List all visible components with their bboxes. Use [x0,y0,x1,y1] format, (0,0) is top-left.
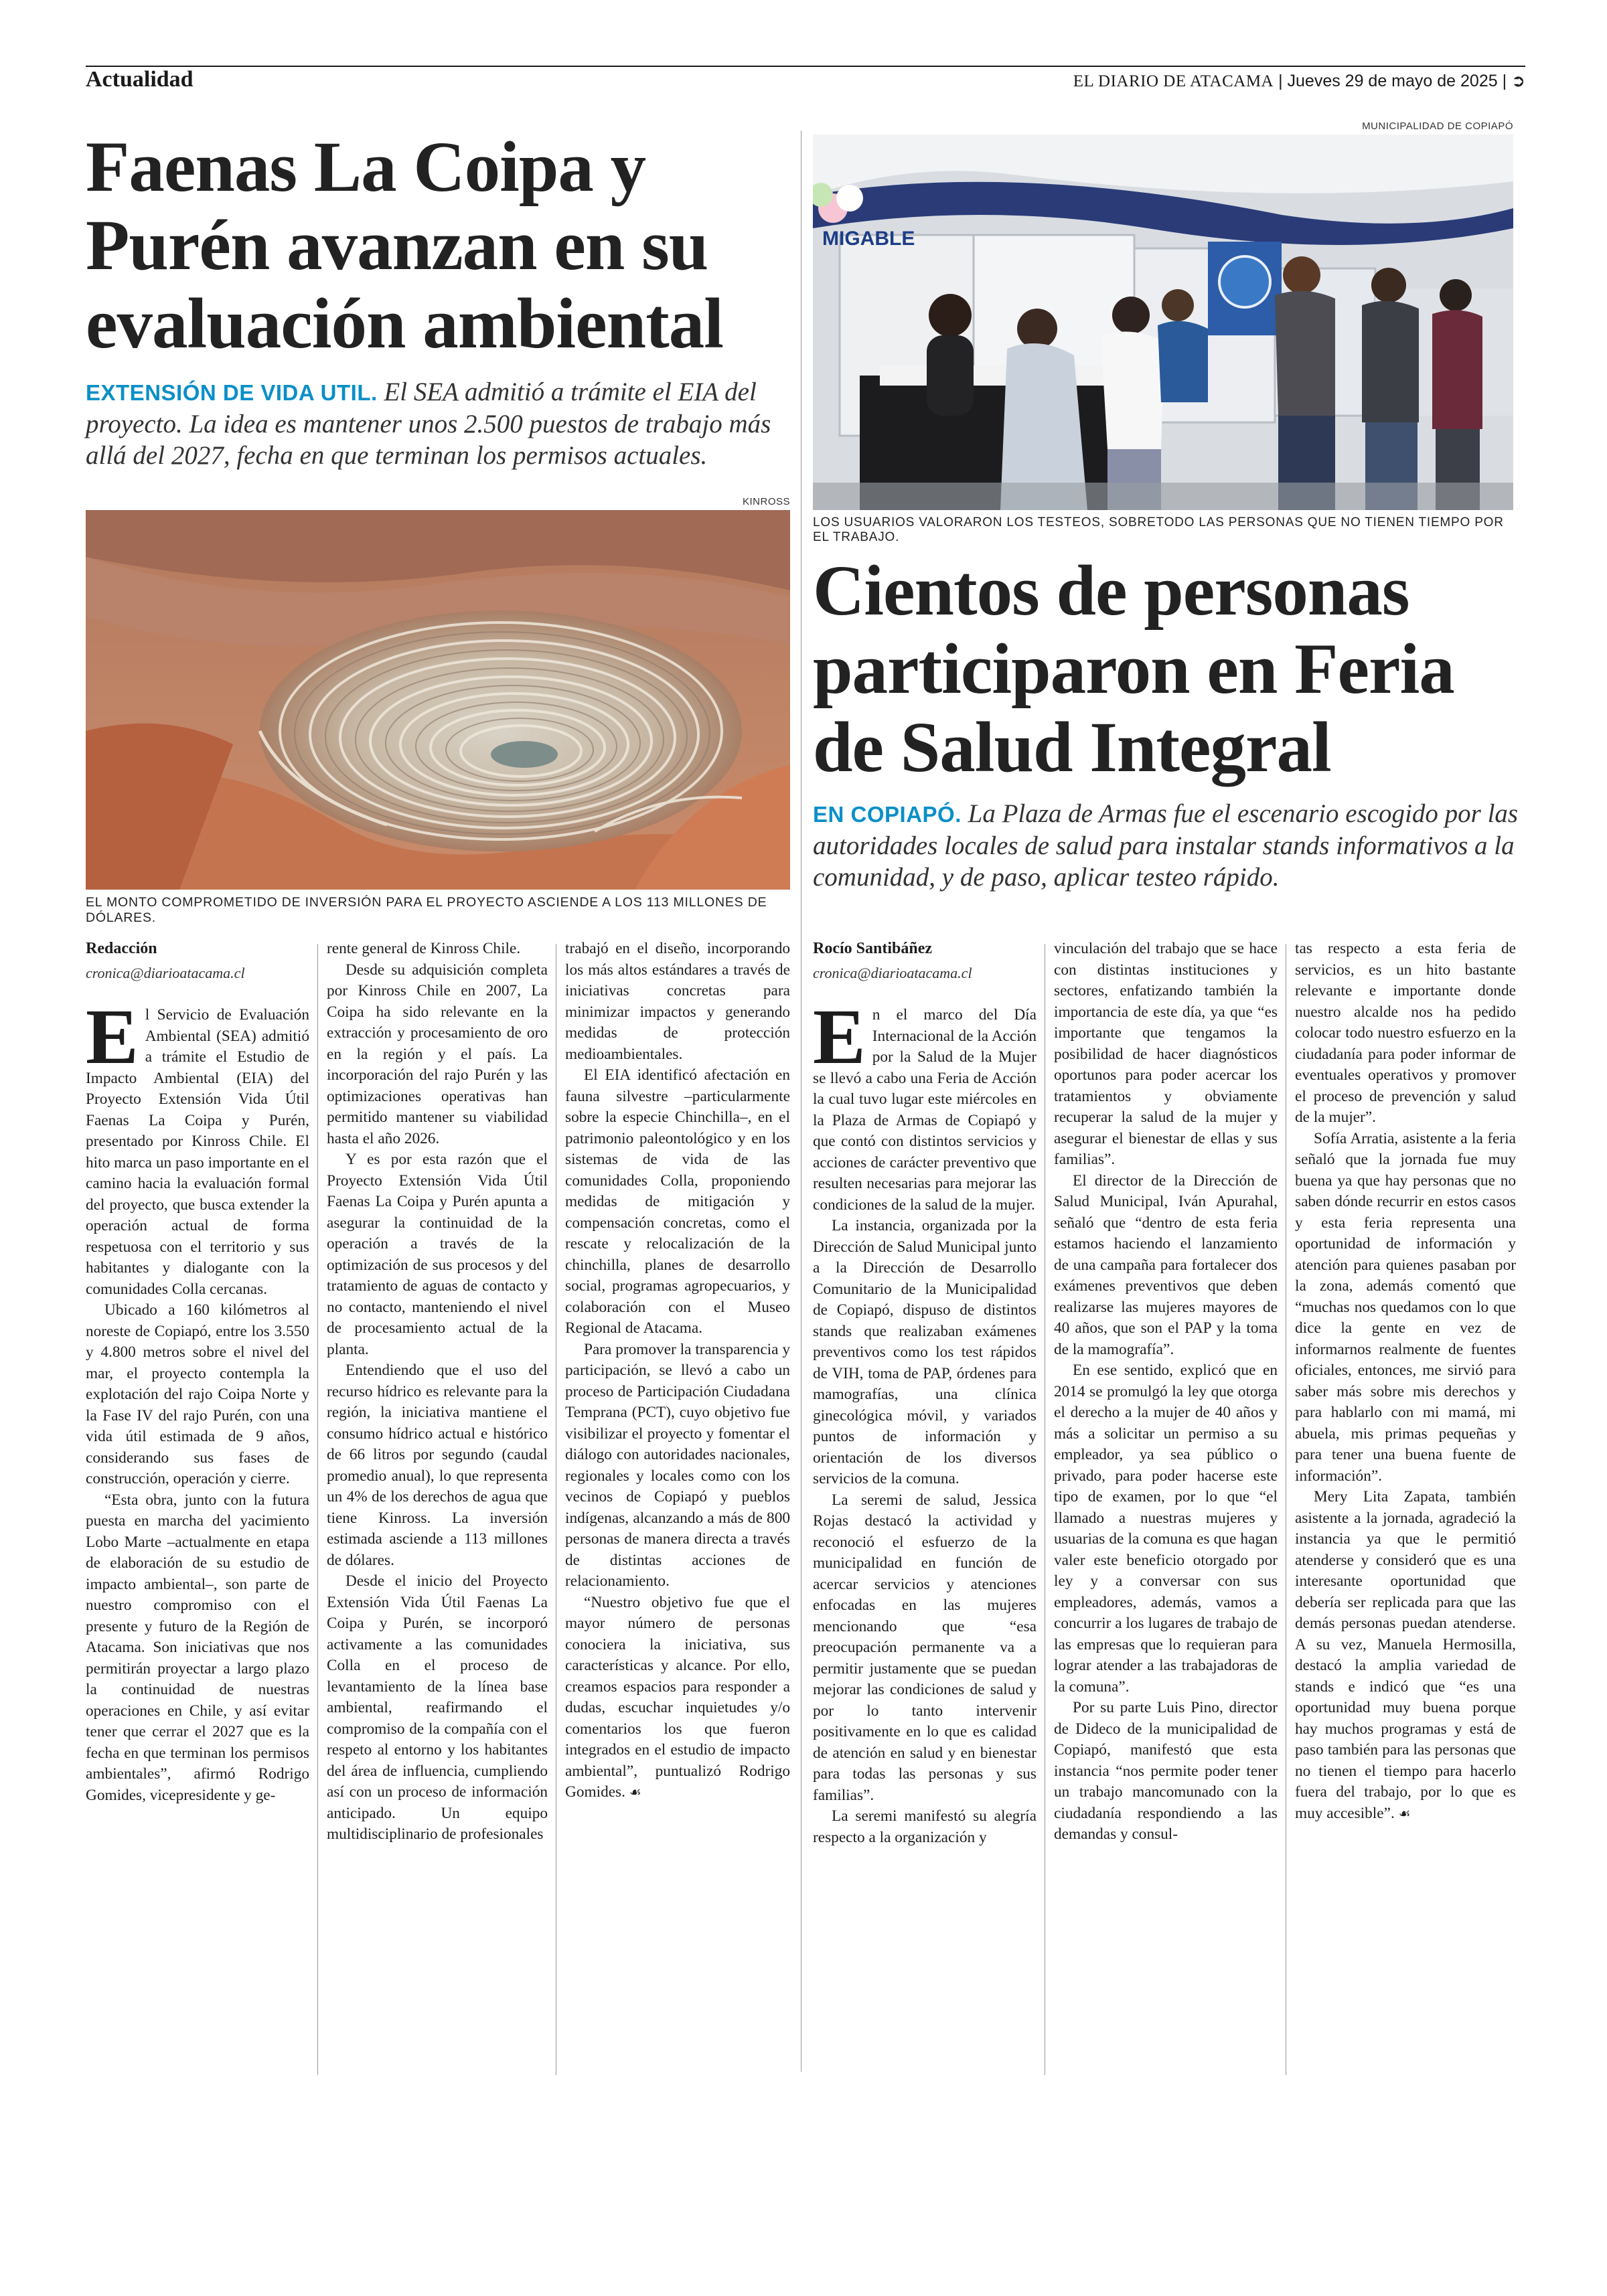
arrow-icon: ➲ [1511,72,1525,90]
left-col-3 [565,938,790,1803]
left-col-2 [327,938,548,1846]
paragraph: Sofía Arratia, asistente a la feria señaló que la jornada fue muy buena ya que hay personas que no saben dónde recurrir en estos casos y esta feria representa una oportunidad de información y atención para quienes pasaban por la zona, además comentó que “muchas nos quedamos con lo que dice la gente en vez de informarnos realmente de fuentes oficiales, entonces, me sirvió para saber más sobre mis derechos y para hablarlo con mi mamá, mi abuela, mis primas pequeñas y para tener una buena fuente de información”. [1295,1129,1516,1485]
left-headline [86,129,809,363]
end-mark-icon: ☙ [1398,1805,1411,1821]
newspaper-name: EL DIARIO DE ATACAMA [1073,72,1274,90]
header-rule [86,66,1525,67]
left-col-1 [86,938,309,1806]
issue-date: Jueves 29 de mayo de 2025 [1287,72,1498,90]
paragraph: La seremi manifestó su alegría respecto a la organización y [813,1807,1037,1846]
right-col-3 [1295,938,1516,1824]
paragraph: Desde su adquisición completa por Kinross Chile en 2007, La Coipa ha sido relevante en la extracción y procesamiento de oro en la región y el país. La incorporación del rajo Purén y las optimizaciones operativas han permitido mantener su viabilidad hasta el año 2026. [327,961,548,1147]
drop-cap: E [86,993,139,1080]
right-byline: Rocío Santibáñez [813,940,933,957]
section-label: Actualidad [86,67,194,92]
left-email: cronica@diarioatacama.cl [86,964,245,981]
headline-line: participaron en Feria [813,630,1454,709]
right-col-1 [813,938,1037,1848]
paragraph: “Esta obra, junto con la futura puesta en marcha del yacimiento Lobo Marte –actualmente en etapa de elaboración de su estudio de impacto ambiental–, son parte de nuestro compromiso con el presente y futuro de la Región de Atacama. Son iniciativas que nos permitirán proyectar a largo plazo la continuidad de nuestras operaciones en Chile, y así evitar tener que cerrar el 2027 que es la fecha en que terminan los permisos ambientales”, afirmó Rodrigo Gomides, vicepresidente y ge- [86,1491,309,1804]
paragraph: trabajó en el diseño, incorporando los más altos estándares a través de iniciativas concretas para minimizar impactos y generando medidas de protección medioambientales. [565,940,790,1063]
headline-line: Purén avanzan en su [86,206,708,285]
right-headline [813,552,1523,787]
mine-photo [86,510,790,890]
paragraph: “Nuestro objetivo fue que el mayor número de personas conociera la iniciativa, sus características y alcance. Por ello, creamos espacios para responder a dudas, escuchar inquietudes y/o comentarios los que fueron integrados en el estudio de impacto ambiental”, puntualizó Rodrigo Gomides. [565,1593,790,1801]
paragraph: l Servicio de Evaluación Ambiental (SEA) admitió a trámite el Estudio de Impacto Ambiental (EIA) del Proyecto Extensión Vida Útil Faenas La Coipa y Purén, presentado por Kinross Chile. El hito marca un paso importante en el camino hacia la evaluación formal del proyecto, que busca extender la operación actual de forma respetuosa con el territorio y sus habitantes y dialogante con la comunidades Colla cercanas. [86,1006,309,1298]
column-rule [317,944,318,2075]
paragraph: tas respecto a esta feria de servicios, es un hito bastante relevante e importante donde nuestro alcalde nos ha pedido colocar todo nuestro esfuerzo en la ciudadanía para poder informar de eventuales operativos y promover el proceso de prevención y salud de la mujer”. [1295,940,1516,1126]
paragraph: vinculación del trabajo que se hace con distintas instituciones y sectores, enfatizando también la importancia de este día, ya que “es importante que tengamos la posibilidad de hacer diagnósticos oportunos para poder acercar los tratamientos y obviamente recuperar la salud de la mujer y asegurar el bienestar de ellas y sus familias”. [1054,940,1278,1168]
end-mark-icon: ☙ [629,1784,641,1800]
headline-line: de Salud Integral [813,708,1331,787]
paragraph: Y es por esta razón que el Proyecto Extensión Vida Útil Faenas La Coipa y Purén apunta a asegurar la continuidad de la operación a través de la optimización de sus procesos y del tratamiento de aguas de contacto y no contacto, manteniendo el nivel de procesamiento actual de la planta. [327,1151,548,1358]
paragraph: Para promover la transparencia y participación, se llevó a cabo un proceso de Participación Ciudadana Temprana (PCT), cuyo objetivo fue visibilizar el proyecto y fomentar el diálogo con autoridades nacionales, regionales y locales como con los vecinos de Copiapó y pueblos indígenas, alcanzando a más de 800 personas de manera directa a través de distintas acciones de relacionamiento. [565,1340,790,1590]
left-photo-caption: EL MONTO COMPROMETIDO DE INVERSIÓN PARA EL PROYECTO ASCIENDE A LOS 113 MILLONES DE DÓLARES. [86,895,767,925]
left-photo-credit: KINROSS [742,496,790,507]
left-lede-text: El SEA admitió a trámite el EIA del proyecto. La idea es mantener unos 2.500 puestos de trabajo más allá del 2027, fecha en que terminan los permisos actuales. [86,378,771,470]
right-photo-credit: MUNICIPALIDAD DE COPIAPÓ [1362,120,1513,132]
paragraph: El director de la Dirección de Salud Municipal, Iván Apurahal, señaló que “dentro de esta feria estamos haciendo el lanzamiento de una campaña para fortalecer dos exámenes preventivos que deben realizarse las mujeres mayores de 40 años, que son el PAP y la toma de la mamografía”. [1054,1171,1278,1358]
right-kicker: EN COPIAPÓ. [813,802,962,827]
booth-sign: MIGABLE [822,228,915,250]
right-col-2 [1054,938,1278,1846]
paragraph: Desde el inicio del Proyecto Extensión Vida Útil Faenas La Coipa y Purén, se incorporó activamente a las comunidades Colla en el proceso de levantamiento de la línea base ambiental, reafirmando el compromiso de la compañía con el respeto al entorno y los habitantes del área de influencia, cumpliendo así con un proceso de información anticipado. Un equipo multidisciplinario de profesionales [327,1572,548,1843]
right-email: cronica@diarioatacama.cl [813,964,972,981]
right-lede-text: La Plaza de Armas fue el escenario escogido por las autoridades locales de salud para instalar stands informativos a la comunidad, y de paso, aplicar testeo rápido. [813,799,1519,892]
paragraph: Mery Lita Zapata, también asistente a la jornada, agradeció la instancia ya que le permitió atenderse y consideró que es una interesante oportunidad que debería ser replicada para que las demás personas puedan atenderse. A su vez, Manuela Hermosilla, destacó la amplia variedad de stands e indicó que “es una oportunidad muy buena porque hay muchos programas y está de paso también para las personas que no tienen el tiempo para hacerlo fuera del trabajo, por lo que es muy accesible”. [1295,1488,1516,1822]
right-photo-caption: LOS USUARIOS VALORARON LOS TESTEOS, SOBRETODO LAS PERSONAS QUE NO TIENEN TIEMPO POR EL TRABAJO. [813,515,1504,544]
masthead: EL DIARIO DE ATACAMA | Jueves 29 de mayo de 2025 | ➲ [1073,72,1525,90]
paragraph: La seremi de salud, Jessica Rojas destacó la actividad y reconoció el esfuerzo de la municipalidad en función de acercar servicios y atenciones enfocadas en las mujeres mencionando que “esa preocupación permanente va a permitir justamente que se puedan mejorar las condiciones de salud y por lo tanto intervenir positivamente en lo que es calidad de atención en salud y en bienestar para todas las personas y sus familias”. [813,1491,1037,1804]
paragraph: El EIA identificó afectación en fauna silvestre –particularmente sobre la especie Chinchilla–, en el patrimonio paleontológico y en los sistemas de vida de las comunidades Colla, proponiendo medidas de mitigación y compensación concretas, como el rescate y relocalización de la chinchilla, planes de desarrollo social, programas agropecuarios, y colaboración con el Museo Regional de Atacama. [565,1066,790,1337]
drop-cap: E [813,993,866,1080]
headline-line: Faenas La Coipa y [86,128,646,207]
right-lede [813,798,1523,893]
left-byline: Redacción [86,940,157,957]
headline-line: evaluación ambiental [86,284,723,363]
left-lede [86,376,795,471]
paragraph: Ubicado a 160 kilómetros al noreste de Copiapó, entre los 3.550 y 4.800 metros sobre el nivel del mar, el proyecto contempla la explotación del rajo Coipa Norte y la Fase IV del rajo Purén, con una vida útil estimada de 9 años, considerando sus fases de construcción, operación y cierre. [86,1301,309,1487]
left-kicker: EXTENSIÓN DE VIDA UTIL. [86,380,378,405]
health-fair-photo [813,135,1513,510]
paragraph: En ese sentido, explicó que en 2014 se promulgó la ley que otorga el derecho a la mujer de 40 años y más a solicitar un permiso a su empleador, ya sea público o privado, para poder hacerse este tipo de examen, por lo que “el llamado a nuestras mujeres y usuarias de la comuna es que hagan valer este beneficio otorgado por ley y a conversar con sus empleadores, además, vamos a concurrir a los lugares de trabajo de las empresas que lo requieran para lograr atender a las trabajadoras de la comuna”. [1054,1362,1278,1696]
paragraph: Por su parte Luis Pino, director de Dideco de la municipalidad de Copiapó, manifestó que esta instancia “nos permite poder tener un trabajo mancomunado con la ciudadanía respondiendo a las demandas y consul- [1054,1699,1278,1843]
paragraph: Entendiendo que el uso del recurso hídrico es relevante para la región, la iniciativa mantiene el consumo hídrico actual e histórico de 66 litros por segundo (caudal promedio anual), lo que representa un 4% de los derechos de agua que tiene Kinross. La inversión estimada asciende a 113 millones de dólares. [327,1362,548,1569]
headline-line: Cientos de personas [813,552,1409,631]
paragraph: n el marco del Día Internacional de la Acción por la Salud de la Mujer se llevó a cabo una Feria de Acción la cual tuvo lugar este miércoles en la Plaza de Armas de Copiapó y que contó con distintos servicios y acciones de carácter preventivo que resulten necesarias para mejorar las condiciones de la salud de la mujer. [813,1006,1037,1214]
paragraph: La instancia, organizada por la Dirección de Salud Municipal junto a la Dirección de Desarrollo Comunitario de la Municipalidad de Copiapó, dispuso de distintos stands que realizaban exámenes preventivos como los test rápidos de VIH, toma de PAP, órdenes para mamografías, una clínica ginecológica móvil, y variados puntos de información y orientación de los diversos servicios de la comuna. [813,1217,1037,1487]
paragraph: rente general de Kinross Chile. [327,940,521,957]
